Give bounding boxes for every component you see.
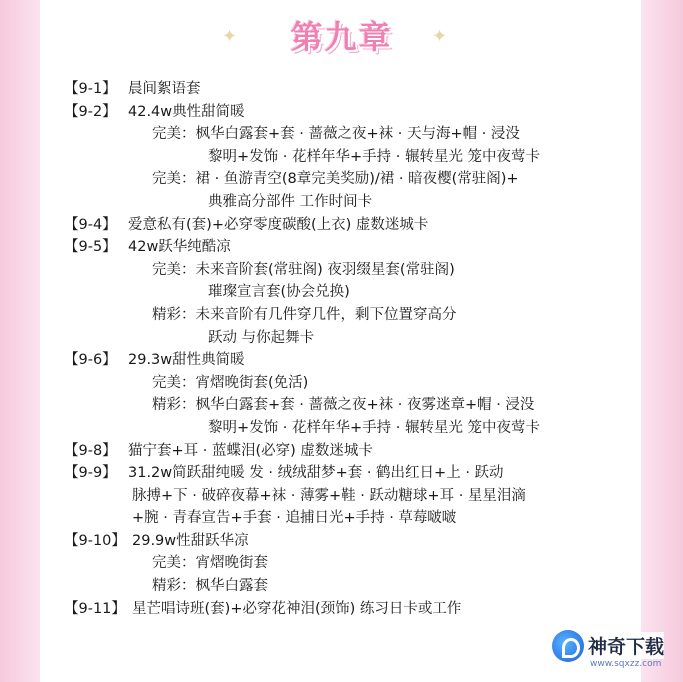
list-item: 【9-5】 42w跃华纯酷凉 (64, 239, 231, 256)
sparkle-icon: ✦ (432, 26, 448, 47)
list-item: 精彩：枫华白露套 (152, 578, 268, 595)
site-logo-icon (552, 630, 584, 662)
list-item: 黎明+发饰 · 花样年华+手持 · 辗转星光 笼中夜莺卡 (208, 148, 541, 165)
list-item: 【9-10】 29.9w性甜跃华凉 (64, 532, 249, 549)
list-item: 【9-6】 29.3w甜性典简暖 (64, 352, 245, 369)
list-item: 完美：枫华白露套+套 · 蔷薇之夜+袜 · 天与海+帽 · 浸没 (152, 126, 520, 143)
list-item: 完美：裙 · 鱼游青空(8章完美奖励)/裙 · 暗夜樱(常驻阁)+ (152, 171, 519, 188)
list-item: 【9-1】 晨间絮语套 (64, 81, 201, 97)
list-item: 【9-9】 31.2w简跃甜纯暖 发 · 绒绒甜梦+套 · 鹤出红日+上 · 跃动 (64, 465, 504, 482)
list-item: 完美：宵熠晚街套(免活) (152, 374, 309, 391)
list-item: 璀璨宣言套(协会兑换) (208, 284, 350, 301)
list-item: 完美：宵熠晚街套 (152, 555, 268, 572)
watermark-name: 神奇下载 (588, 632, 664, 659)
list-item: 黎明+发饰 · 花样年华+手持 · 辗转星光 笼中夜莺卡 (208, 419, 541, 436)
watermark-url: www.sqxzz.com (590, 659, 662, 669)
list-item: 完美：未来音阶套(常驻阁) 夜羽缀星套(常驻阁) (152, 261, 455, 278)
list-item: 精彩：枫华白露套+套 · 蔷薇之夜+袜 · 夜雾迷章+帽 · 浸没 (152, 397, 535, 414)
list-item: 【9-8】 猫宁套+耳 · 蓝蝶泪(必穿) 虚数迷城卡 (64, 442, 373, 459)
site-watermark (552, 626, 682, 682)
left-pink-border (0, 0, 40, 682)
list-item: 【9-2】 42.4w典性甜简暖 (64, 103, 245, 120)
list-item: 跃动 与你起舞卡 (208, 329, 315, 346)
sparkle-icon: ✦ (222, 26, 238, 47)
list-item: +腕 · 青春宣告+手套 · 追捕日光+手持 · 草莓啵啵 (132, 510, 457, 527)
list-item: 脉搏+下 · 破碎夜幕+袜 · 薄雾+鞋 · 跃动糖球+耳 · 星星泪滴 (132, 487, 526, 504)
chapter-title: 第九章 (290, 18, 393, 56)
list-item: 【9-4】 爱意私有(套)+必穿零度碳酸(上衣) 虚数迷城卡 (64, 216, 429, 233)
list-item: 精彩：未来音阶有几件穿几件，剩下位置穿高分 (152, 306, 457, 323)
list-item: 【9-11】 星芒唱诗班(套)+必穿花神泪(颈饰) 练习日卡或工作 (64, 600, 462, 617)
list-item: 典雅高分部件 工作时间卡 (208, 193, 373, 210)
walkthrough-list (64, 78, 654, 620)
